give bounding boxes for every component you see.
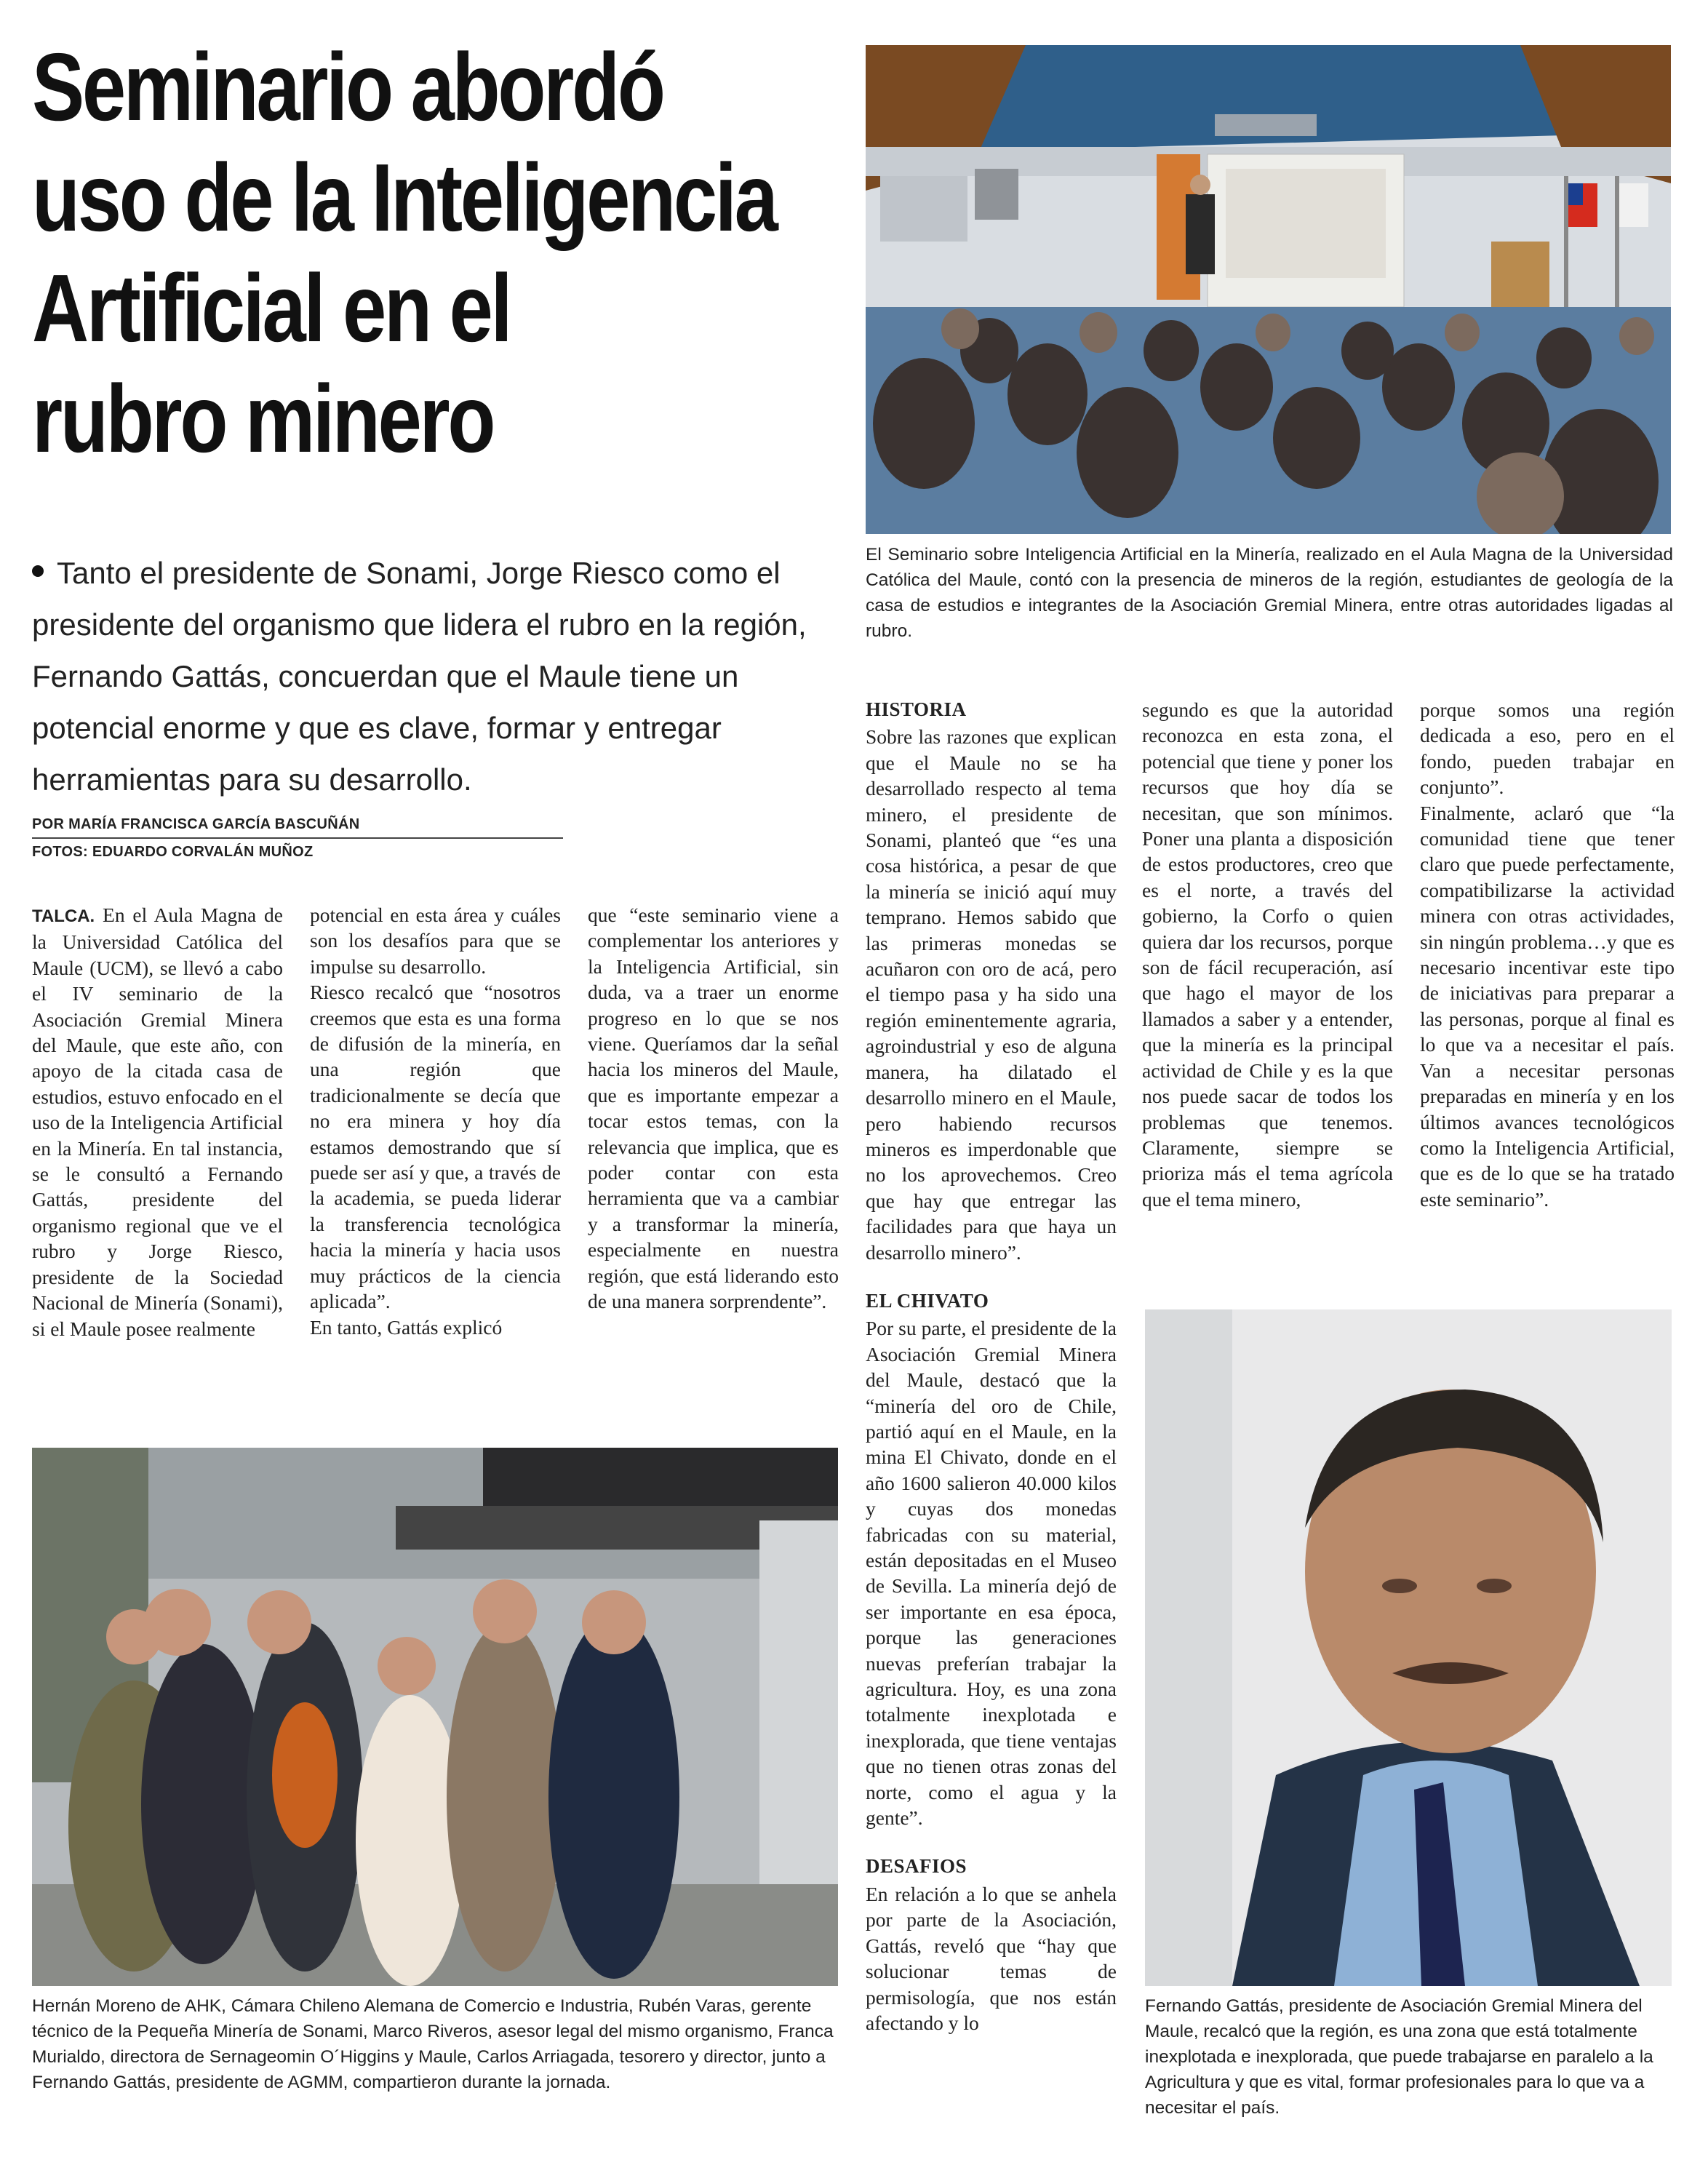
auditorium-caption: El Seminario sobre Inteligencia Artificial en la Minería, realizado en el Aula Magna de la Universidad Católica del Maule, contó con la presencia de mineros de la región, estudiantes de geología de la casa de estudios e integrantes de la Asociación Gremial Minera, entre otras autoridades ligadas al rubro. xyxy=(866,545,1673,641)
dateline: TALCA. xyxy=(32,906,95,926)
bullet-icon xyxy=(32,565,44,577)
headline-line: Artificial en el xyxy=(32,255,511,362)
body-text: En relación a lo que se anhela por parte de la Asociación, Gattás, reveló que “hay que solucionar temas de permisología, que nos están afectando y lo xyxy=(866,1882,1117,2034)
article-column-1 xyxy=(32,902,283,1341)
headline xyxy=(32,32,776,474)
article-column-3 xyxy=(588,902,839,1315)
subhead-historia: HISTORIA xyxy=(866,698,967,720)
body-text: En el Aula Magna de la Universidad Católica del Maule (UCM), se llevó a cabo el IV seminario de la Asociación Gremial Minera del Maule, que este año, con apoyo de la citada casa de estudios, estuvo enfocado en el uso de la Inteligencia Artificial en la Minería. En tal instancia, se le consultó a Fernando Gattás, presidente del organismo regional que ve el rubro y Jorge Riesco, presidente de la Sociedad Nacional de Minería (Sonami), si el Maule posee realmente xyxy=(32,904,283,1340)
headline-line: uso de la Inteligencia xyxy=(32,144,776,251)
auditorium-illustration xyxy=(866,45,1671,534)
portrait-illustration xyxy=(1145,1309,1672,1986)
body-text: Finalmente, aclaró que “la comunidad tiene que tener claro que puede perfectamente, compatibilizarse la actividad minera con otras actividades, sin ningún problema…y que es necesario incentivar este tipo de iniciativas para preparar a las personas, porque al final es lo que va a necesitar el país. Van a necesitar personas preparadas en minería y en los últimos avances tecnológicos como la Inteligencia Artificial, que es de lo que se ha tratado este seminario”. xyxy=(1420,801,1675,1211)
portrait-photo xyxy=(1145,1309,1672,1986)
headline-line: Seminario abordó xyxy=(32,33,663,140)
subhead-desafios: DESAFIOS xyxy=(866,1855,967,1878)
byline-author: POR MARÍA FRANCISCA GARCÍA BASCUÑÁN xyxy=(32,816,563,839)
headline-line: rubro minero xyxy=(32,365,494,472)
body-text: segundo es que la autoridad reconozca en esta zona, el potencial que tiene y poner los recursos que hoy día se necesitan, que son mínimos. Poner una planta a disposición de estos productores, creo que es el norte, a través del gobierno, la Corfo o quien quiera dar los recursos, porque son de fácil recuperación, así que hago el mayor de los llamados a saber y a entender, que la minería es la principal actividad de Chile y es la que nos puede sacar de todos los problemas que tenemos. Claramente, siempre se prioriza más el tema agrícola que el tema minero, xyxy=(1142,698,1393,1211)
group-illustration xyxy=(32,1448,838,1986)
lead-paragraph xyxy=(32,547,832,805)
article-column-4 xyxy=(866,697,1117,2036)
auditorium-photo xyxy=(866,45,1671,534)
body-text: Riesco recalcó que “nosotros creemos que esta es una forma de difusión de la minería, en una región que tradicionalmente se decía que no era minera y hoy día estamos demostrando que sí puede ser así y que, a través de la academia, se pueda liderar la transferencia tecnológica hacia la minería y hacia usos muy prácticos de la ciencia aplicada”. xyxy=(310,981,561,1313)
article-column-5 xyxy=(1142,697,1393,1212)
body-text: que “este seminario viene a complementar los anteriores y la Inteligencia Artificial, sin duda, va a traer un enorme progreso en lo que se nos viene. Queríamos dar la señal hacia los mineros del Maule, que es importante empezar a tocar estos temas, con la relevancia que implica, que es poder contar con esta herramienta que va a cambiar y a transformar la minería, especialmente en nuestra región, que está liderando esto de una manera sorprendente”. xyxy=(588,904,839,1313)
article-column-6 xyxy=(1420,697,1675,1212)
subhead-chivato: EL CHIVATO xyxy=(866,1289,989,1312)
body-text: Por su parte, el presidente de la Asociación Gremial Minera del Maule, destacó que la “minería del oro de Chile, partió aquí en el Maule, en la mina El Chivato, donde en el año 1600 salieron 40.000 kilos y cuyas dos monedas fabricadas con su material, están depositadas en el Museo de Sevilla. La minería dejó de ser importante en esa época, porque las generaciones nuevas preferían trabajar la agricultura. Hoy, es una zona totalmente inexplotada e inexplorada, que tiene ventajas que no tienen otras zonas del norte, como el agua y la gente”. xyxy=(866,1317,1117,1830)
body-text: potencial en esta área y cuáles son los desafíos para que se impulse su desarrollo. xyxy=(310,904,561,978)
group-photo xyxy=(32,1448,838,1986)
body-text: porque somos una región dedicada a eso, pero en el fondo, pueden trabajar en conjunto”. xyxy=(1420,698,1675,799)
article-column-2 xyxy=(310,902,561,1340)
byline-photos: FOTOS: EDUARDO CORVALÁN MUÑOZ xyxy=(32,844,314,860)
lead-text: Tanto el presidente de Sonami, Jorge Riesco como el presidente del organismo que lidera el rubro en la región, Fernando Gattás, concuerdan que el Maule tiene un potencial enorme y que es clave, formar y entregar herramientas para su desarrollo. xyxy=(32,556,807,797)
group-caption: Hernán Moreno de AHK, Cámara Chileno Alemana de Comercio e Industria, Rubén Varas, gerente técnico de la Pequeña Minería de Sonami, Marco Riveros, asesor legal del mismo organismo, Franca Murialdo, directora de Sernageomin O´Higgins y Maule, Carlos Arriagada, tesorero y director, junto a Fernando Gattás, presidente de AGMM, compartieron durante la jornada. xyxy=(32,1996,834,2092)
body-text: Sobre las razones que explican que el Maule no se ha desarrollado respecto al tema minero, el presidente de Sonami, planteó que “es una cosa histórica, a pesar de que la minería se inició aquí muy temprano. Hemos sabido que las primeras monedas se acuñaron con oro de acá, pero el tiempo pasa y ha sido una región eminentemente agraria, agroindustrial y eso de alguna manera, ha dilatado el desarrollo minero en el Maule, pero habiendo recursos mineros es imperdonable que no los aprovechemos. Creo que hay que entregar las facilidades para que haya un desarrollo minero”. xyxy=(866,725,1117,1264)
body-text: En tanto, Gattás explicó xyxy=(310,1315,503,1339)
portrait-caption: Fernando Gattás, presidente de Asociación Gremial Minera del Maule, recalcó que la región, es una zona que está totalmente inexplotada e inexplorada, que puede trabajarse en paralelo a la Agricultura y que es vital, formar profesionales para lo que va a necesitar el país. xyxy=(1145,1996,1653,2118)
